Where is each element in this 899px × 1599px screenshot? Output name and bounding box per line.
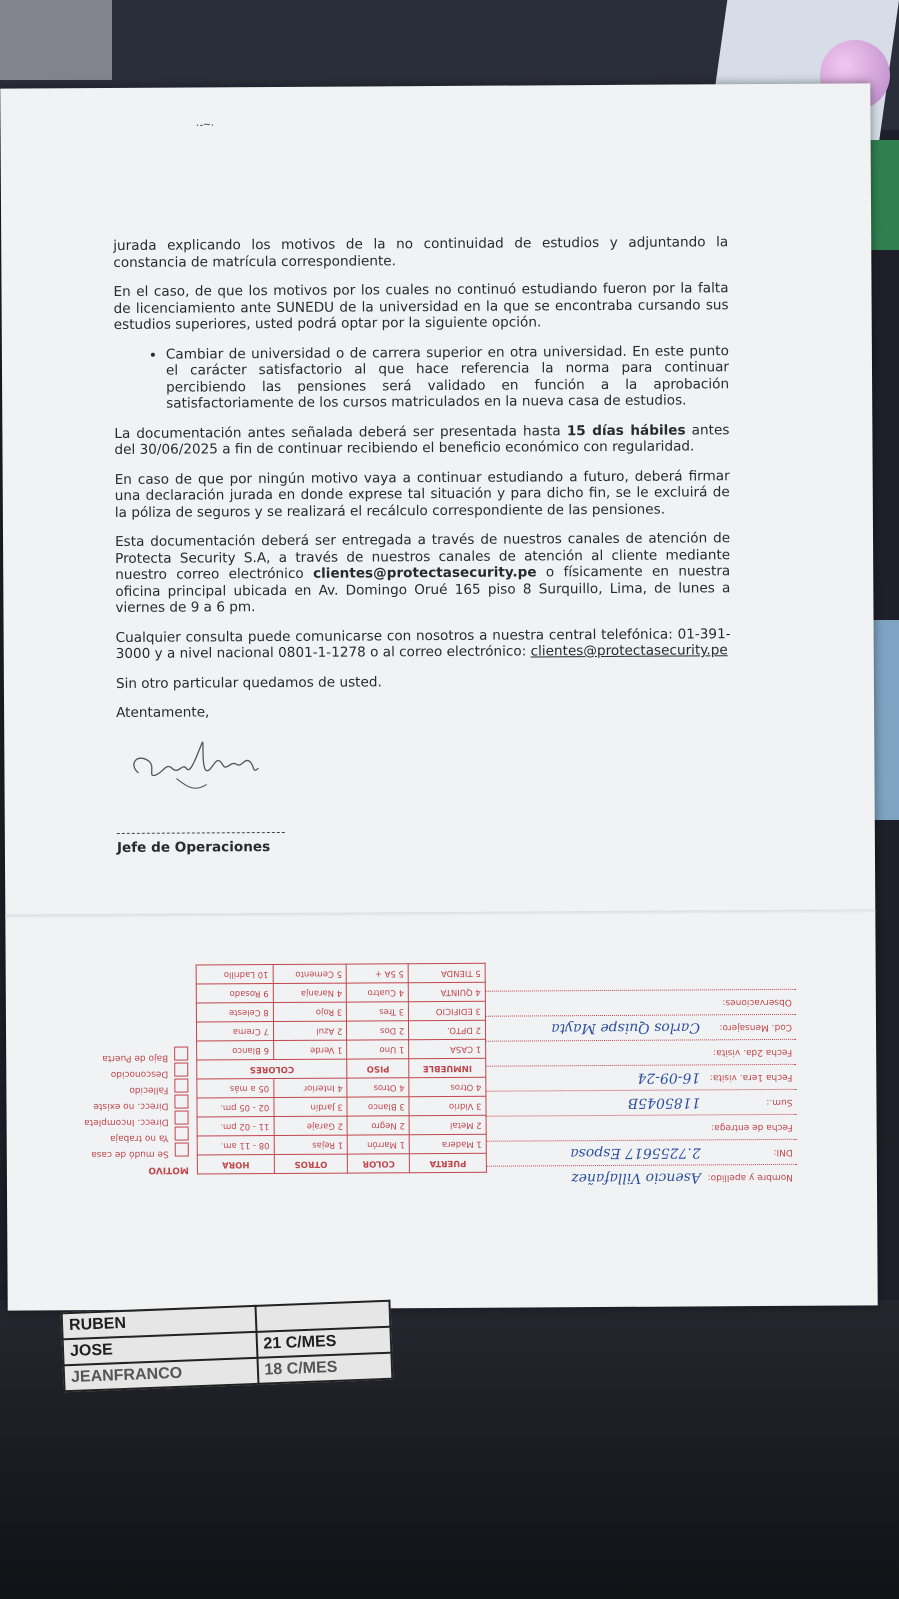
- paragraph-4: En caso de que por ningún motivo vaya a continuar estudiando a futuro, deberá firmar una declaración jurada en donde exprese tal situación y para dicho fin, se le excluirá de la póliza de seguros y se realizará el recálculo correspondiente de las pensiones.: [114, 467, 730, 521]
- paragraph-1: jurada explicando los motivos de la no continuidad de estudios y adjuntando la constancia de matrícula correspondiente.: [113, 234, 729, 271]
- paper-mark: ·-~·: [195, 117, 215, 132]
- motivo-item: Direcc. Incompleta: [39, 1111, 189, 1128]
- email-bold: clientes@protectasecurity.pe: [312, 564, 537, 582]
- tag-name: JEANFRANCO: [64, 1358, 258, 1391]
- paragraph-6: Cualquier consulta puede comunicarse con nosotros a nuestra central telefónica: 01-391-3000 y a nivel nacional 0801-1-1278 o al correo electrónico: clientes@protectasecurity.pe: [115, 625, 731, 662]
- stamp-header-row: PUERTA COLOR OTROS HORA: [197, 1153, 486, 1174]
- closing-line: Sin otro particular quedamos de usted.: [115, 673, 382, 692]
- stamp-row: 3 EDIFICIO 3 Tres 3 Rojo 8 Celeste: [196, 1001, 485, 1022]
- stamp-field-value: 2.7255617 Esposa: [570, 1144, 701, 1162]
- motivo-item: Ya no trabaja: [39, 1127, 189, 1144]
- checkbox-icon: [175, 1111, 189, 1125]
- tag-value: 18 C/MES: [257, 1353, 392, 1384]
- paper-fold: [5, 909, 875, 918]
- email-link[interactable]: clientes@protectasecurity.pe: [530, 642, 728, 660]
- stamp-field-row: [486, 989, 796, 1016]
- stamp-field-row: [487, 1114, 797, 1141]
- stamp-table: [196, 963, 487, 1175]
- stamp-row: 1 Madera 1 Marrón 1 Rejas 08 - 11 am.: [197, 1134, 486, 1155]
- stamp-row: 1 CASA 1 Uno 1 Verde 6 Blanco: [197, 1039, 486, 1060]
- stamp-row: 2 DPTO. 2 Dos 2 Azul 7 Crema: [196, 1020, 485, 1041]
- stamp-field-row: [486, 1014, 796, 1041]
- background-card-left: [0, 0, 112, 80]
- stamp-row: 5 TIENDA 5 5A + 5 Cemento 10 Ladrillo: [196, 963, 485, 984]
- deadline-days: 15 días hábiles: [566, 421, 686, 439]
- stamp-field-value: 1185045B: [627, 1094, 701, 1111]
- stamp-row: 3 Vidrio 3 Blanco 3 Jardín 02 - 05 pm.: [197, 1096, 486, 1117]
- stamp-field-row: [486, 1039, 796, 1066]
- paragraph-3: La documentación antes señalada deberá ser presentada hasta 15 días hábiles antes del 30/06/2025 a fin de continuar recibiendo el beneficio económico con regularidad.: [114, 421, 730, 458]
- stamp-field-label: Sum.:: [766, 1096, 793, 1108]
- checkbox-icon: [175, 1127, 189, 1141]
- motivo-item: Se mudó de casa: [39, 1143, 189, 1160]
- stamp-field-row: [486, 1089, 796, 1116]
- stamp-fields: [486, 954, 797, 1191]
- checkbox-icon: [174, 1079, 188, 1093]
- name-tag-table: [61, 1300, 394, 1393]
- stamp-field-label: Nombre y apellido:: [707, 1171, 793, 1183]
- stamp-field-label: DNI:: [773, 1146, 793, 1157]
- stamp-field-row: [486, 1064, 796, 1091]
- motivo-title: MOTIVO: [148, 1164, 189, 1175]
- checkbox-icon: [175, 1143, 189, 1157]
- checkbox-icon: [174, 1095, 188, 1109]
- stamp-row: 4 QUINTA 4 Cuatro 4 Naranja 9 Rosado: [196, 982, 485, 1003]
- motivo-item: Desconocido: [38, 1063, 188, 1080]
- tag-name: JOSE: [63, 1332, 257, 1365]
- stamp-field-label: Cod. Mensajero:: [719, 1021, 793, 1033]
- letter-paper: [0, 83, 877, 1310]
- stamp-field-row: [487, 1164, 797, 1191]
- option-item: • Cambiar de universidad o de carrera superior en otra universidad. En este punto el carácter satisfactorio al que hace referencia la norma para continuar percibiendo las pensiones será validado en función a la aprobación satisfactoriamente de los cursos matriculados en la nueva casa de estudios.: [166, 343, 729, 412]
- tag-name: RUBEN: [62, 1306, 256, 1339]
- courier-stamp: [36, 954, 797, 1194]
- signature-image: [126, 734, 266, 805]
- motivo-item: Bajo de Puerta: [38, 1047, 188, 1064]
- checkbox-icon: [174, 1047, 188, 1061]
- motivo-item: Direcc. no existe: [38, 1095, 188, 1112]
- tag-value: 21 C/MES: [256, 1327, 391, 1358]
- stamp-header-row: INMUEBLE PISO COLORES: [197, 1058, 486, 1079]
- signature-area: [116, 731, 732, 833]
- stamp-field-row: [487, 1139, 797, 1166]
- paragraph-5: Esta documentación deberá ser entregada a través de nuestros canales de atención de Protecta Security S.A, a través de nuestros canales de atención al cliente mediante nuestro correo electrónico clientes@protectasecurity.pe o físicamente en nuestra oficina principal ubicada en Av. Domingo Orué 165 piso 8 Surquillo, Lima, de lunes a viernes de 9 a 6 pm.: [114, 530, 731, 616]
- stamp-field-label: Fecha 2da. visita:: [713, 1046, 793, 1058]
- stamp-row: 4 Otros 4 Otros 4 Interior 05 a más: [197, 1077, 486, 1098]
- stamp-row: 2 Metal 2 Negro 2 Garaje 11 - 02 pm.: [197, 1115, 486, 1136]
- letter-body: [113, 234, 732, 856]
- stamp-field-value: Carlos Quispe Mayta: [551, 1019, 701, 1037]
- motivo-item: Fallecido: [38, 1079, 188, 1096]
- stamp-field-label: Fecha 1era. visita:: [709, 1071, 793, 1083]
- salutation: Atentamente,: [116, 704, 210, 721]
- signer-role: Jefe de Operaciones: [116, 838, 271, 856]
- stamp-field-label: Fecha de entrega:: [711, 1121, 793, 1133]
- stamp-field-value: 16-09-24: [637, 1069, 701, 1086]
- options-list: [114, 343, 729, 413]
- stamp-field-label: Observaciones:: [722, 996, 792, 1008]
- stamp-field-value: Asencio Villafañez: [571, 1169, 701, 1187]
- stamp-motivo: [38, 1047, 189, 1176]
- paragraph-2: En el caso, de que los motivos por los cuales no continuó estudiando fueron por la falta de licenciamiento ante SUNEDU de la universidad en la que se encontraba cursando sus estudios superiores, usted podrá optar por la siguiente opción.: [113, 280, 729, 333]
- checkbox-icon: [174, 1063, 188, 1077]
